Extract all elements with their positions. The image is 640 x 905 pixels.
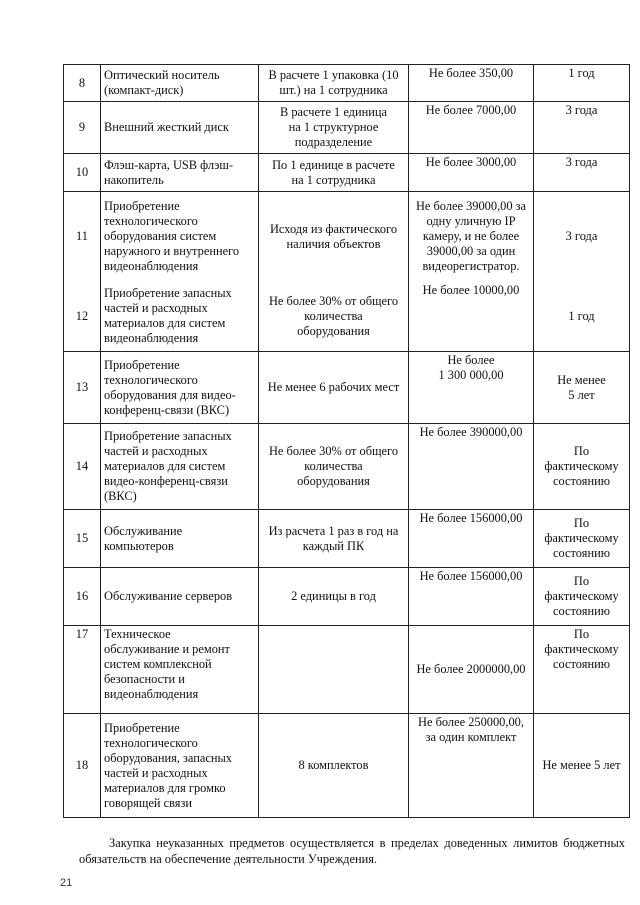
price-limit-cell [409, 424, 534, 510]
row-number-cell [64, 424, 101, 510]
norms-table-body [64, 65, 630, 818]
service-term: 3 года [565, 103, 598, 117]
service-term: Не менее 5 лет [542, 758, 621, 772]
row-number: 18 [75, 758, 89, 772]
price-limit-cell [409, 352, 534, 424]
price-limit-cell [409, 102, 534, 154]
norm-quantity-cell [259, 65, 409, 102]
norm-quantity-cell [259, 352, 409, 424]
price-limit: Не более 156000,00 [419, 569, 523, 583]
service-term-cell [534, 568, 630, 626]
price-limit-cell [409, 282, 534, 352]
norm-quantity-cell [259, 154, 409, 192]
price-limit: Не более 10000,00 [422, 282, 520, 297]
item-name-cell [101, 102, 259, 154]
row-number: 11 [76, 229, 88, 244]
row-number: 12 [75, 308, 89, 323]
row-number-cell [64, 510, 101, 568]
row-number-cell [64, 714, 101, 818]
row-number: 13 [75, 380, 89, 394]
norms-table [63, 64, 630, 818]
item-name-cell [101, 714, 259, 818]
price-limit: Не более 3000,00 [425, 155, 517, 169]
norm-quantity-cell [259, 510, 409, 568]
price-limit: Не более 156000,00 [419, 511, 523, 525]
row-number: 10 [75, 165, 89, 179]
service-term: По фактическому состоянию [544, 516, 619, 560]
table-row [64, 424, 630, 510]
item-name-cell [101, 510, 259, 568]
service-term-cell [534, 714, 630, 818]
service-term-cell [534, 192, 630, 282]
row-number-cell [64, 65, 101, 102]
item-name: Обслуживание компьютеров [104, 523, 183, 553]
price-limit-cell [409, 192, 534, 282]
service-term: Не менее 5 лет [557, 372, 606, 402]
service-term-cell [534, 424, 630, 510]
row-number-cell [64, 282, 101, 352]
item-name-cell [101, 352, 259, 424]
price-limit: Не более 1 300 000,00 [438, 353, 504, 382]
item-name-cell [101, 282, 259, 352]
service-term-cell [534, 510, 630, 568]
price-limit-cell [409, 568, 534, 626]
service-term: По фактическому состоянию [544, 444, 619, 488]
item-name: Техническое обслуживание и ремонт систем комплексной безопасности и видеонаблюдения [104, 627, 230, 701]
norm-quantity: В расчете 1 упаковка (10 шт.) на 1 сотрудника [268, 68, 399, 97]
norm-quantity: Не более 30% от общего количества оборудования [268, 293, 399, 338]
item-name: Внешний жесткий диск [104, 120, 229, 134]
row-number-cell [64, 102, 101, 154]
norm-quantity: Из расчета 1 раз в год на каждый ПК [268, 523, 399, 553]
norm-quantity-cell [259, 192, 409, 282]
price-limit: Не более 39000,00 за одну уличную IP камеру, и не более 39000,00 за один видеорегистратор. [415, 199, 527, 274]
price-limit-cell [409, 714, 534, 818]
item-name-cell [101, 424, 259, 510]
item-name-cell [101, 65, 259, 102]
norm-quantity-cell [259, 424, 409, 510]
norm-quantity: Не менее 6 рабочих мест [267, 380, 400, 394]
price-limit-cell [409, 510, 534, 568]
price-limit-cell [409, 154, 534, 192]
footnote-paragraph: Закупка неуказанных предметов осуществляется в пределах доведенных лимитов бюджетных обязательств на обеспечение деятельности Учреждения. [79, 836, 625, 866]
row-number-cell [64, 154, 101, 192]
table-row [64, 714, 630, 818]
item-name: Приобретение технологического оборудования для видео- конференц-связи (ВКС) [104, 357, 236, 417]
service-term-cell [534, 282, 630, 352]
service-term-cell [534, 102, 630, 154]
price-limit: Не более 350,00 [428, 66, 514, 80]
norm-quantity: 8 комплектов [298, 758, 369, 772]
price-limit: Не более 7000,00 [425, 103, 517, 117]
norm-quantity: По 1 единице в расчете на 1 сотрудника [272, 157, 395, 187]
row-number: 15 [75, 531, 89, 545]
service-term: По фактическому состоянию [544, 627, 619, 671]
price-limit: Не более 390000,00 [419, 425, 523, 439]
item-name: Обслуживание серверов [104, 589, 233, 603]
row-number-cell [64, 626, 101, 714]
row-number: 16 [75, 589, 89, 603]
price-limit: Не более 2000000,00 [416, 662, 526, 676]
service-term-cell [534, 626, 630, 714]
table-row [64, 568, 630, 626]
item-name-cell [101, 626, 259, 714]
norm-quantity-cell [259, 714, 409, 818]
service-term-cell [534, 154, 630, 192]
norm-quantity: Исходя из фактического наличия объектов [269, 221, 398, 251]
item-name: Приобретение технологического оборудования, запасных частей и расходных материалов для громко говорящей связи [104, 720, 232, 810]
table-row [64, 282, 630, 352]
norm-quantity-cell [259, 568, 409, 626]
item-name: Приобретение запасных частей и расходных материалов для систем видеонаблюдения [104, 286, 232, 346]
norm-quantity-cell [259, 102, 409, 154]
service-term: 1 год [568, 308, 595, 323]
norm-quantity: В расчете 1 единица на 1 структурное подразделение [279, 105, 387, 149]
table-row [64, 154, 630, 192]
table-row [64, 65, 630, 102]
row-number: 17 [75, 627, 89, 641]
service-term: 3 года [565, 229, 598, 244]
item-name-cell [101, 154, 259, 192]
row-number: 14 [75, 459, 89, 473]
item-name-cell [101, 568, 259, 626]
row-number: 9 [78, 120, 86, 134]
service-term: 3 года [565, 155, 598, 169]
item-name: Приобретение технологического оборудования систем наружного и внутреннего видеонаблюдения [104, 199, 240, 274]
table-row [64, 626, 630, 714]
row-number-cell [64, 192, 101, 282]
item-name: Приобретение запасных частей и расходных материалов для систем видео-конференц-связи (ВКС) [104, 429, 232, 503]
item-name: Оптический носитель (компакт-диск) [104, 68, 220, 97]
price-limit-cell [409, 65, 534, 102]
row-number-cell [64, 568, 101, 626]
row-number: 8 [78, 75, 86, 90]
table-row [64, 192, 630, 282]
norm-quantity: Не более 30% от общего количества оборудования [268, 444, 399, 488]
table-row [64, 352, 630, 424]
norm-quantity-cell [259, 626, 409, 714]
table-row [64, 102, 630, 154]
service-term-cell [534, 65, 630, 102]
row-number-cell [64, 352, 101, 424]
price-limit: Не более 250000,00, за один комплект [418, 715, 524, 744]
service-term: По фактическому состоянию [544, 574, 619, 618]
norm-quantity: 2 единицы в год [291, 589, 376, 603]
norm-quantity-cell [259, 282, 409, 352]
page-number: 21 [60, 877, 73, 889]
item-name-cell [101, 192, 259, 282]
item-name: Флэш-карта, USB флэш- накопитель [104, 157, 234, 187]
service-term-cell [534, 352, 630, 424]
service-term: 1 год [568, 66, 595, 80]
table-row [64, 510, 630, 568]
price-limit-cell [409, 626, 534, 714]
